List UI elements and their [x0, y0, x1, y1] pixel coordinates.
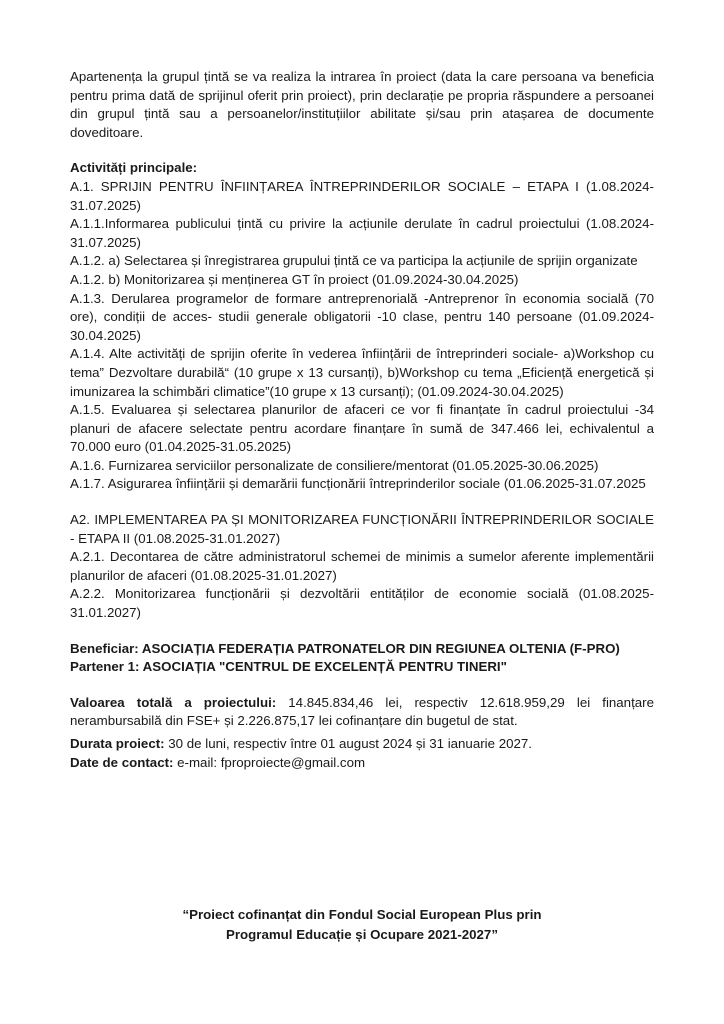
- parties-section: [70, 640, 654, 677]
- footer-line-2: Programul Educație și Ocupare 2021-2027”: [226, 927, 498, 942]
- intro-paragraph: Apartenența la grupul țintă se va realiza la intrarea în proiect (data la care persoana va beneficia pentru prima dată de sprijinul oferit prin proiect), prin declarație pe propria răspundere a persoanei din grupul țintă sau a persoanelor/instituțiilor abilitate și/sau prin atașarea de documente doveditoare.: [70, 69, 654, 140]
- project-duration: [70, 735, 654, 754]
- activity-a2-title: A2. IMPLEMENTAREA PA ȘI MONITORIZAREA FUNCȚIONĂRII ÎNTREPRINDERILOR SOCIALE - ETAPA II (01.08.2025-31.01.2027): [70, 512, 654, 546]
- activity-a1-4: A.1.4. Alte activități de sprijin oferite în vederea înființării de întreprinderi sociale- a)Workshop cu tema” Dezvoltare durabilă“ (10 grupe x 13 cursanți), b)Workshop cu tema „Eficiență energetică și imunizarea la schimbări climatice”(10 grupe x 13 cursanți); (01.09.2024-30.04.2025): [70, 346, 654, 399]
- activity-a1-6: A.1.6. Furnizarea serviciilor personalizate de consiliere/mentorat (01.05.2025-30.06.2025): [70, 457, 599, 473]
- document-body: [70, 68, 654, 772]
- activity-a1-1: A.1.1.Informarea publicului țintă cu privire la acțiunile derulate în cadrul proiectului (1.08.2024-31.07.2025): [70, 216, 654, 250]
- activity-a1-2a: A.1.2. a) Selectarea și înregistrarea grupului țintă ce va participa la acțiunile de sprijin organizate: [70, 253, 638, 269]
- activity-a2-2: A.2.2. Monitorizarea funcționării și dezvoltării entităților de economie socială (01.08.2025-31.01.2027): [70, 586, 654, 621]
- project-duration-text: 30 de luni, respectiv între 01 august 2024 și 31 ianuarie 2027.: [164, 736, 532, 751]
- footer-line-1: “Proiect cofinanțat din Fondul Social European Plus prin: [182, 907, 542, 922]
- project-contact-text: e-mail: fproproiecte@gmail.com: [173, 754, 366, 770]
- beneficiary-line: Beneficiar: ASOCIAȚIA FEDERAȚIA PATRONATELOR DIN REGIUNEA OLTENIA (F-PRO): [70, 640, 620, 656]
- activity-a1-2b: A.1.2. b) Monitorizarea și menținerea GT în proiect (01.09.2024-30.04.2025): [70, 271, 519, 287]
- activity-a1-5: A.1.5. Evaluarea și selectarea planurilor de afaceri ce vor fi finanțate în cadrul proiectului -34 planuri de afacere selectate pentru acordare finanțare în sumă de 347.466 lei, echivalentul a 70.000 euro (01.04.2025-31.05.2025): [70, 402, 654, 455]
- activities-heading: Activități principale:: [70, 160, 198, 176]
- project-value-text: 14.845.834,46 lei, respectiv 12.618.959,29 lei finanțare nerambursabilă din FSE+ și 2.226.875,17 lei cofinanțare din bugetul de stat.: [70, 694, 654, 729]
- project-value-label: Valoarea totală a proiectului:: [70, 694, 277, 710]
- partner-line: Partener 1: ASOCIAȚIA "CENTRUL DE EXCELENȚĂ PENTRU TINERI": [70, 659, 507, 675]
- activity-a1-3: A.1.3. Derularea programelor de formare antreprenorială -Antreprenor în economia socială (70 ore), condiții de acces- studii generale obligatorii -10 clase, pentru 140 persoane (01.09.2024-30.04.2025): [70, 290, 654, 343]
- activity-a2-1: A.2.1. Decontarea de către administratorul schemei de minimis a sumelor aferente implementării planurilor de afaceri (01.08.2025-31.01.2027): [70, 549, 654, 583]
- cofinancing-footer: [70, 905, 654, 945]
- project-duration-label: Durata proiect:: [70, 736, 165, 751]
- project-details: [70, 694, 654, 772]
- activities-section-a1: [70, 159, 654, 494]
- project-value: [70, 694, 654, 731]
- activity-a1-title: A.1. SPRIJIN PENTRU ÎNFIINȚAREA ÎNTREPRINDERILOR SOCIALE – ETAPA I (1.08.2024-31.07.2025): [70, 178, 654, 213]
- activity-a1-7: A.1.7. Asigurarea înființării și demarării funcționării întreprinderilor sociale (01.06.2025-31.07.2025: [70, 476, 646, 492]
- activities-section-a2: [70, 511, 654, 623]
- project-contact: [70, 754, 654, 773]
- project-contact-label: Date de contact:: [70, 754, 174, 770]
